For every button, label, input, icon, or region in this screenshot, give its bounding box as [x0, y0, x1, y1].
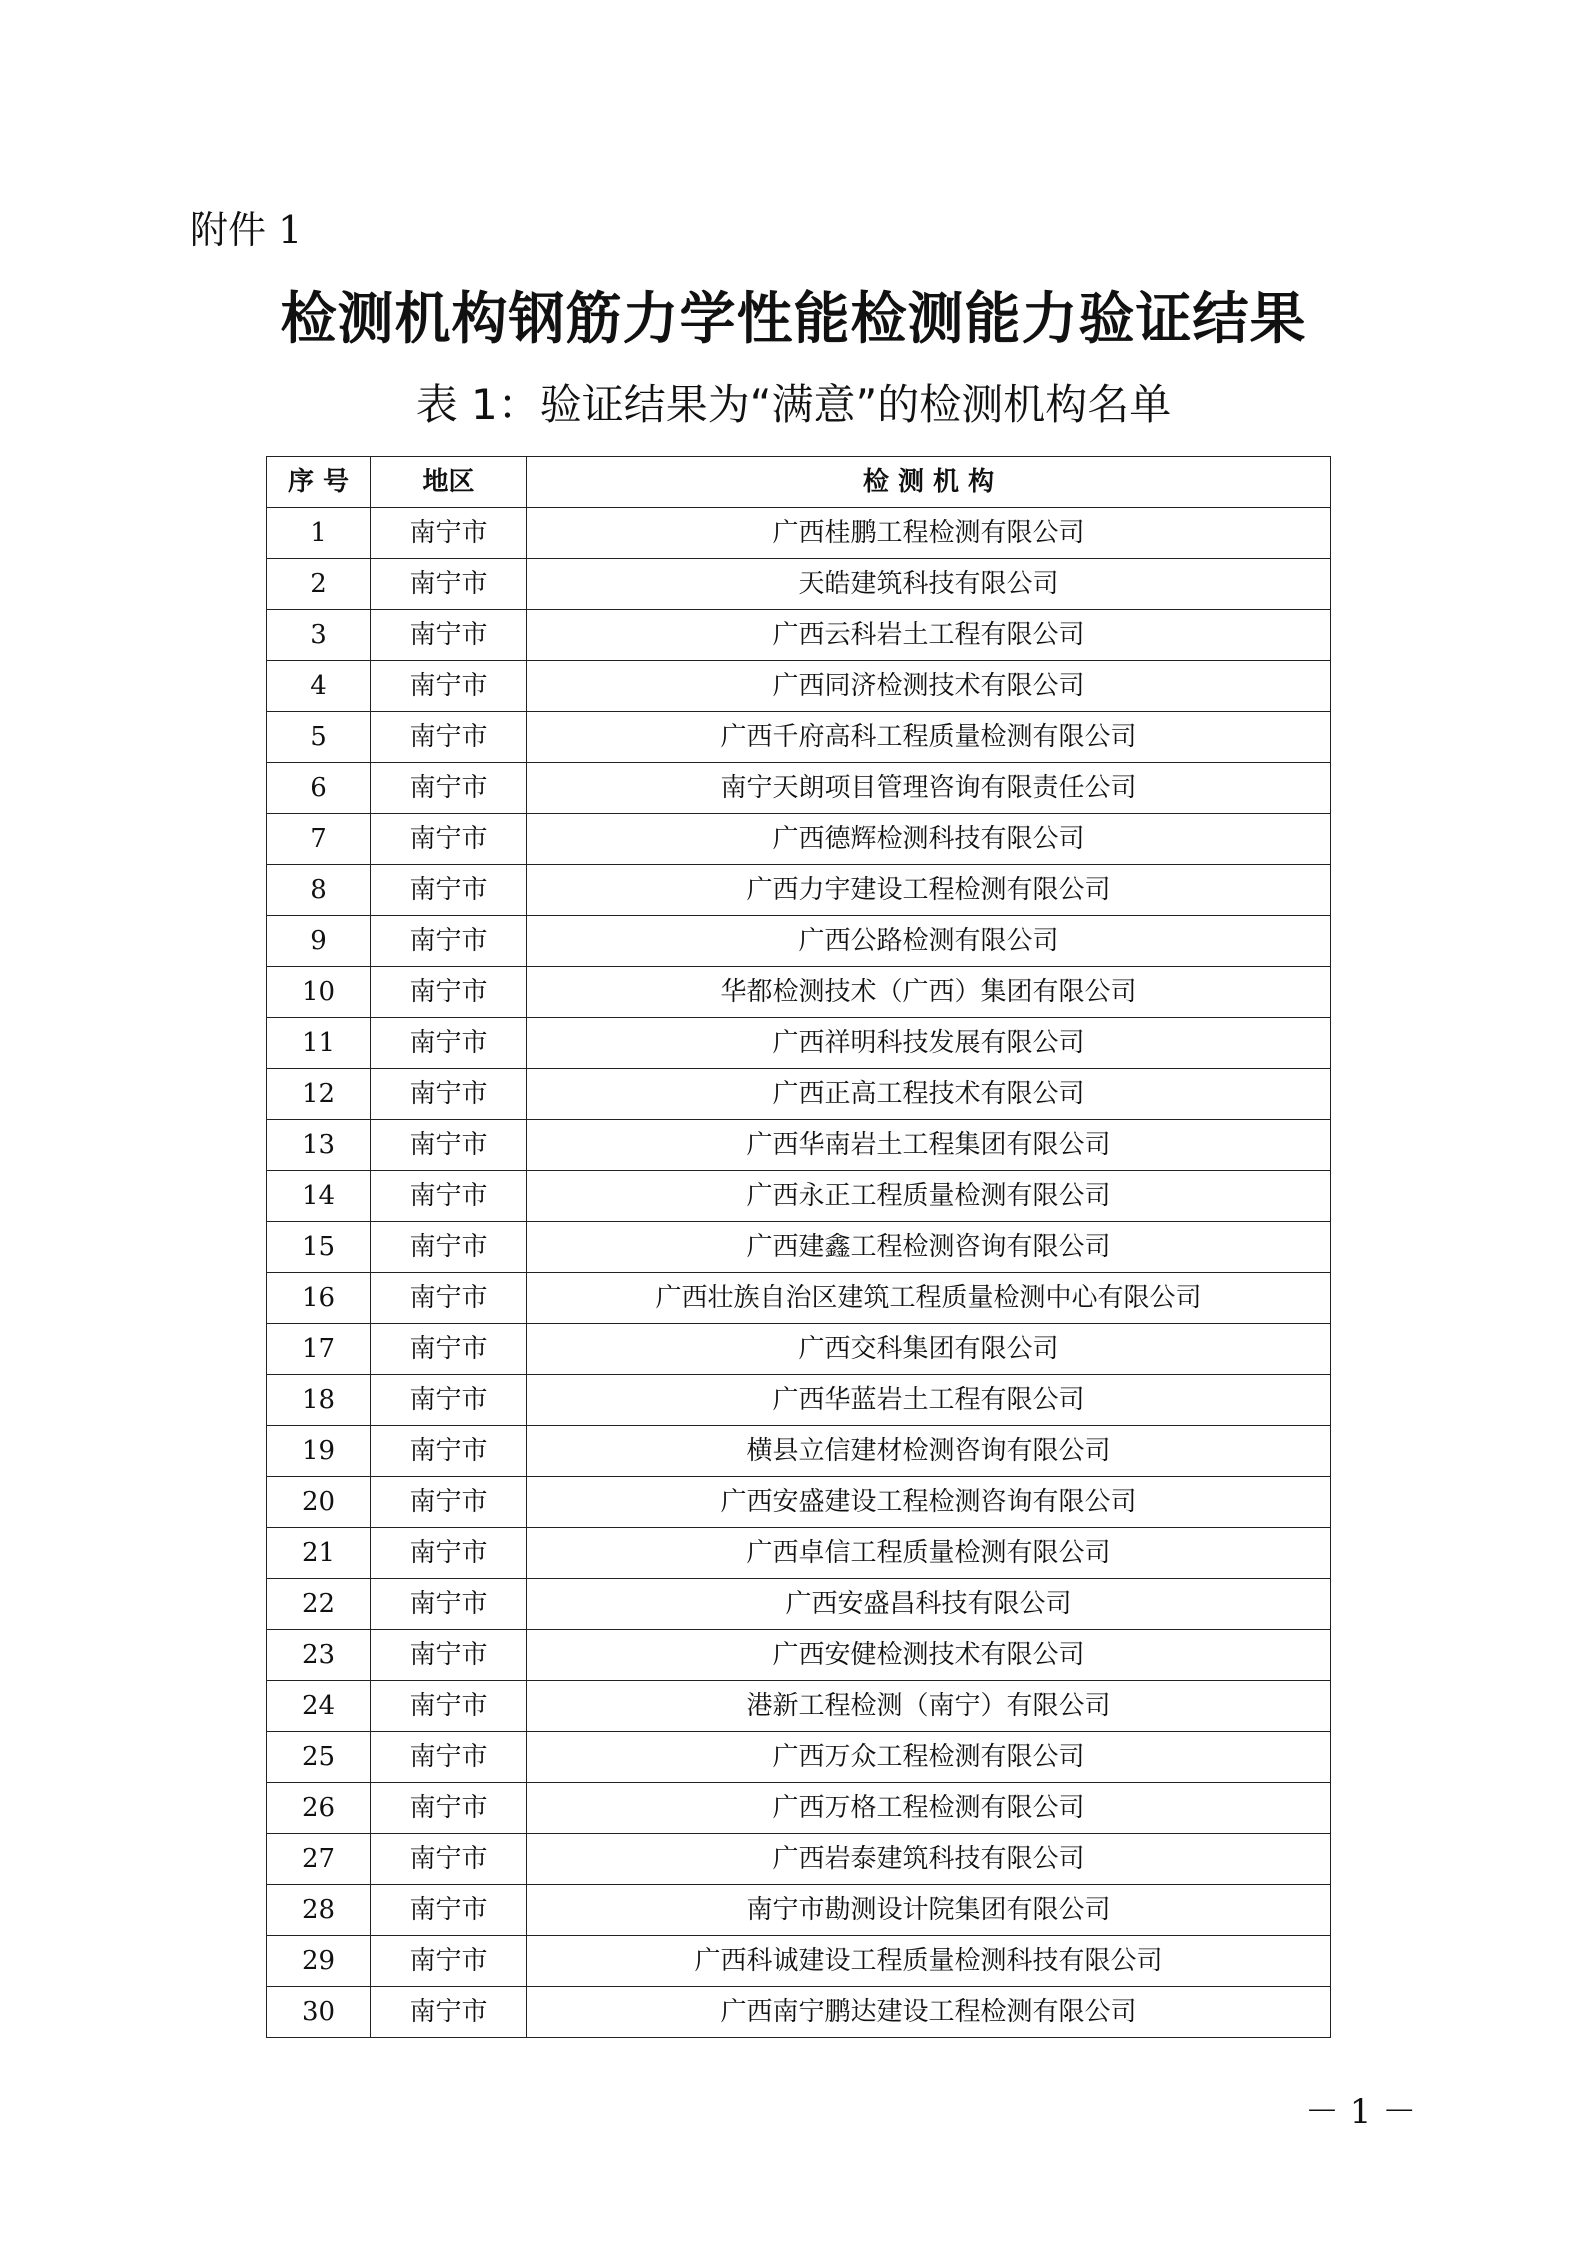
header-testing-organization: 检 测 机 构: [527, 457, 1331, 508]
table-row: [267, 1987, 1331, 2038]
cell-organization: 广西华蓝岩土工程有限公司: [527, 1375, 1331, 1426]
cell-region: 南宁市: [371, 1528, 527, 1579]
cell-serial-number: 14: [267, 1171, 371, 1222]
results-table: [266, 456, 1331, 2038]
cell-serial-number: 24: [267, 1681, 371, 1732]
cell-region: 南宁市: [371, 967, 527, 1018]
table-row: [267, 814, 1331, 865]
cell-serial-number: 27: [267, 1834, 371, 1885]
cell-serial-number: 17: [267, 1324, 371, 1375]
cell-region: 南宁市: [371, 1630, 527, 1681]
cell-organization: 广西桂鹏工程检测有限公司: [527, 508, 1331, 559]
cell-serial-number: 2: [267, 559, 371, 610]
cell-serial-number: 4: [267, 661, 371, 712]
table-row: [267, 1273, 1331, 1324]
cell-region: 南宁市: [371, 763, 527, 814]
cell-region: 南宁市: [371, 1477, 527, 1528]
header-serial-number: 序 号: [267, 457, 371, 508]
cell-region: 南宁市: [371, 1171, 527, 1222]
cell-organization: 广西云科岩土工程有限公司: [527, 610, 1331, 661]
cell-serial-number: 13: [267, 1120, 371, 1171]
cell-organization: 广西交科集团有限公司: [527, 1324, 1331, 1375]
cell-organization: 广西壮族自治区建筑工程质量检测中心有限公司: [527, 1273, 1331, 1324]
cell-region: 南宁市: [371, 814, 527, 865]
table-row: [267, 916, 1331, 967]
cell-serial-number: 15: [267, 1222, 371, 1273]
cell-region: 南宁市: [371, 1579, 527, 1630]
cell-organization: 广西科诚建设工程质量检测科技有限公司: [527, 1936, 1331, 1987]
cell-organization: 天皓建筑科技有限公司: [527, 559, 1331, 610]
cell-region: 南宁市: [371, 1018, 527, 1069]
cell-region: 南宁市: [371, 1069, 527, 1120]
cell-organization: 广西安盛昌科技有限公司: [527, 1579, 1331, 1630]
cell-organization: 广西安健检测技术有限公司: [527, 1630, 1331, 1681]
cell-serial-number: 26: [267, 1783, 371, 1834]
table-row: [267, 1630, 1331, 1681]
table-row: [267, 1120, 1331, 1171]
cell-region: 南宁市: [371, 610, 527, 661]
cell-region: 南宁市: [371, 865, 527, 916]
table-row: [267, 1069, 1331, 1120]
cell-region: 南宁市: [371, 1834, 527, 1885]
cell-organization: 华都检测技术（广西）集团有限公司: [527, 967, 1331, 1018]
cell-region: 南宁市: [371, 1936, 527, 1987]
cell-region: 南宁市: [371, 1222, 527, 1273]
page-number: － 1 －: [1305, 2092, 1417, 2132]
cell-serial-number: 19: [267, 1426, 371, 1477]
cell-serial-number: 7: [267, 814, 371, 865]
cell-organization: 广西岩泰建筑科技有限公司: [527, 1834, 1331, 1885]
cell-region: 南宁市: [371, 559, 527, 610]
cell-region: 南宁市: [371, 1120, 527, 1171]
cell-organization: 南宁市勘测设计院集团有限公司: [527, 1885, 1331, 1936]
attachment-label: 附件 1: [190, 208, 303, 252]
table-row: [267, 1528, 1331, 1579]
cell-serial-number: 22: [267, 1579, 371, 1630]
table-row: [267, 1936, 1331, 1987]
cell-region: 南宁市: [371, 916, 527, 967]
cell-serial-number: 5: [267, 712, 371, 763]
cell-serial-number: 10: [267, 967, 371, 1018]
cell-serial-number: 12: [267, 1069, 371, 1120]
cell-organization: 南宁天朗项目管理咨询有限责任公司: [527, 763, 1331, 814]
table-subtitle: 表 1：验证结果为“满意”的检测机构名单: [415, 380, 1172, 429]
cell-region: 南宁市: [371, 1426, 527, 1477]
cell-organization: 广西正高工程技术有限公司: [527, 1069, 1331, 1120]
cell-organization: 广西德辉检测科技有限公司: [527, 814, 1331, 865]
cell-serial-number: 28: [267, 1885, 371, 1936]
cell-serial-number: 1: [267, 508, 371, 559]
table-body: [267, 508, 1331, 2038]
table-row: [267, 1018, 1331, 1069]
table-row: [267, 559, 1331, 610]
cell-organization: 广西华南岩土工程集团有限公司: [527, 1120, 1331, 1171]
cell-serial-number: 23: [267, 1630, 371, 1681]
cell-region: 南宁市: [371, 1732, 527, 1783]
cell-organization: 广西祥明科技发展有限公司: [527, 1018, 1331, 1069]
cell-organization: 广西南宁鹏达建设工程检测有限公司: [527, 1987, 1331, 2038]
cell-organization: 广西万众工程检测有限公司: [527, 1732, 1331, 1783]
table-row: [267, 661, 1331, 712]
cell-organization: 广西永正工程质量检测有限公司: [527, 1171, 1331, 1222]
cell-serial-number: 29: [267, 1936, 371, 1987]
table-row: [267, 865, 1331, 916]
table-row: [267, 1477, 1331, 1528]
cell-organization: 广西建鑫工程检测咨询有限公司: [527, 1222, 1331, 1273]
cell-serial-number: 16: [267, 1273, 371, 1324]
header-region: 地区: [371, 457, 527, 508]
document-title: 检测机构钢筋力学性能检测能力验证结果: [280, 287, 1307, 352]
table-row: [267, 1579, 1331, 1630]
cell-region: 南宁市: [371, 1681, 527, 1732]
table-row: [267, 1783, 1331, 1834]
table-row: [267, 1171, 1331, 1222]
cell-serial-number: 20: [267, 1477, 371, 1528]
cell-region: 南宁市: [371, 1324, 527, 1375]
cell-serial-number: 30: [267, 1987, 371, 2038]
cell-serial-number: 8: [267, 865, 371, 916]
table-row: [267, 1375, 1331, 1426]
cell-organization: 广西公路检测有限公司: [527, 916, 1331, 967]
cell-serial-number: 18: [267, 1375, 371, 1426]
table-row: [267, 1732, 1331, 1783]
table-row: [267, 763, 1331, 814]
cell-organization: 广西千府高科工程质量检测有限公司: [527, 712, 1331, 763]
cell-serial-number: 21: [267, 1528, 371, 1579]
cell-organization: 港新工程检测（南宁）有限公司: [527, 1681, 1331, 1732]
table-row: [267, 1885, 1331, 1936]
cell-serial-number: 3: [267, 610, 371, 661]
cell-serial-number: 25: [267, 1732, 371, 1783]
table-header-row: [267, 457, 1331, 508]
cell-region: 南宁市: [371, 1273, 527, 1324]
cell-serial-number: 6: [267, 763, 371, 814]
cell-serial-number: 11: [267, 1018, 371, 1069]
cell-region: 南宁市: [371, 508, 527, 559]
table-row: [267, 508, 1331, 559]
cell-organization: 广西同济检测技术有限公司: [527, 661, 1331, 712]
cell-organization: 广西力宇建设工程检测有限公司: [527, 865, 1331, 916]
cell-region: 南宁市: [371, 1885, 527, 1936]
cell-region: 南宁市: [371, 1783, 527, 1834]
table-row: [267, 1324, 1331, 1375]
cell-region: 南宁市: [371, 1987, 527, 2038]
cell-region: 南宁市: [371, 661, 527, 712]
cell-organization: 横县立信建材检测咨询有限公司: [527, 1426, 1331, 1477]
table-row: [267, 1681, 1331, 1732]
table-row: [267, 1426, 1331, 1477]
table-row: [267, 967, 1331, 1018]
cell-region: 南宁市: [371, 712, 527, 763]
cell-organization: 广西卓信工程质量检测有限公司: [527, 1528, 1331, 1579]
cell-region: 南宁市: [371, 1375, 527, 1426]
cell-organization: 广西安盛建设工程检测咨询有限公司: [527, 1477, 1331, 1528]
cell-serial-number: 9: [267, 916, 371, 967]
table-row: [267, 610, 1331, 661]
cell-organization: 广西万格工程检测有限公司: [527, 1783, 1331, 1834]
table-row: [267, 712, 1331, 763]
table-row: [267, 1834, 1331, 1885]
table-row: [267, 1222, 1331, 1273]
